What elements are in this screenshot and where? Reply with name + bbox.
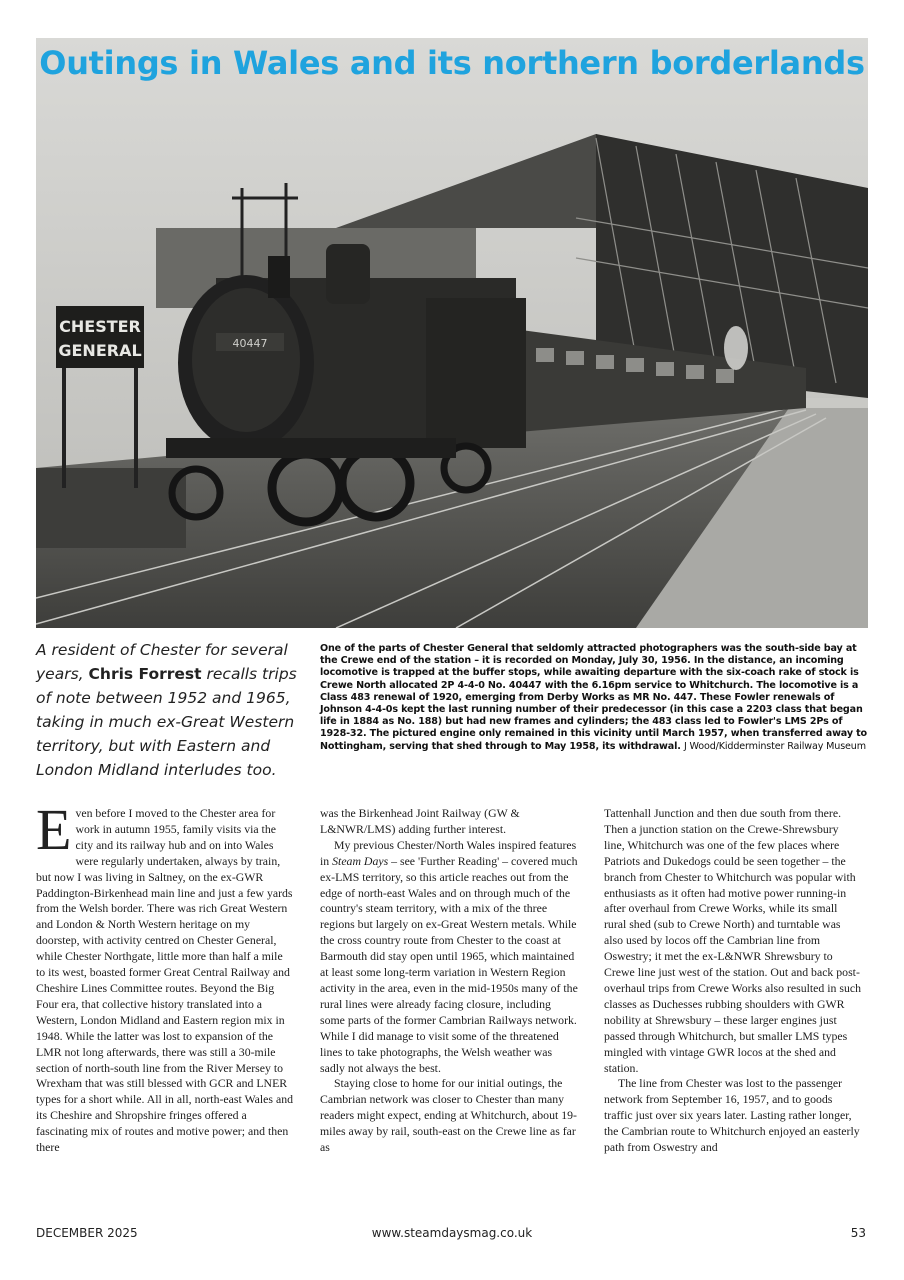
body-paragraph: was the Birkenhead Joint Railway (GW & L&NWR/LMS) adding further interest. <box>320 806 520 836</box>
page-number: 53 <box>850 1226 866 1240</box>
standfirst-rest: recalls trips of note between 1952 and 1965, taking in much ex-Great Western territory, but with Eastern and London Midland interludes too. <box>36 665 297 779</box>
issue-date: DECEMBER 2025 <box>36 1226 138 1240</box>
website-url: www.steamdaysmag.co.uk <box>371 1226 533 1240</box>
locomotive-photo <box>36 38 868 628</box>
caption-text: One of the parts of Chester General that seldomly attracted photographers was the south-side bay at the Crewe end of the station – it is recorded on Monday, July 30, 1956. In the distance, an incoming locomotive is trapped at the buffer stops, while awaiting departure with the six-coach rake of stock is Crewe North allocated 2P 4-4-0 No. 40447 with the 6.16pm service to Whitchurch. The locomotive is a Class 483 renewal of 1920, emerging from Derby Works as MR No. 447. These Fowler renewals of Johnson 4-4-0s kept the last running number of their predecessor (in this case a 2203 class that began life in 1884 as No. 188) but had new frames and cylinders; the 483 class led to Fowler's LMS 2Ps of 1928-32. The pictured engine only remained in this vicinity until March 1957, when transferred away to Nottingham, serving that shed through to May 1958, its withdrawal. <box>320 643 867 752</box>
station-sign-line1: CHESTER <box>59 317 141 336</box>
body-paragraph <box>320 838 578 1077</box>
hero-photograph <box>36 38 868 628</box>
magazine-name: Steam Days <box>332 853 389 868</box>
body-column-1 <box>36 797 294 1156</box>
body-paragraph: ven before I moved to the Chester area for work in autumn 1955, family visits via the city and its railway hub and on into Wales were regularly undertaken, always by train, but now I was living in Saltney, on the ex-GWR Paddington-Birkenhead main line and just a few yards from the Welsh border. There was rich Great Western and London & North Western heritage on my doorstep, with activity centred on Chester General, while Chester Northgate, little more than half a mile to its west, boasted former Great Central Railway and Cheshire Lines Committee routes. Beyond the Big Four era, that collective history translated into a Western, London Midland and Eastern region mix in 1948. While the latter was lost to expansion of the LMR not long afterwards, there was still a 30-mile section of north-south line from the River Mersey to Wrexham that was still blessed with GCR and LNER types for a short while. All in all, north-east Wales and its Cheshire and Shropshire fringes offered a fascinating mix of routes and motive power; and then there <box>36 806 293 1155</box>
body-paragraph: Staying close to home for our initial outings, the Cambrian network was closer to Chester than many readers might expect, ending at Whitchurch, about 19-miles away by rail, south-east on the Crewe line as far as <box>320 1076 577 1155</box>
smokebox-number: 40447 <box>232 337 268 350</box>
station-sign-line2: GENERAL <box>58 341 142 360</box>
body-column-3 <box>604 806 862 1156</box>
drop-cap: E <box>36 797 72 862</box>
article-title: Outings in Wales and its northern borderlands <box>39 44 865 82</box>
standfirst <box>36 638 308 782</box>
body-text: – see 'Further Reading' – covered much ex-LMS territory, so this article reaches out from the edge of north-east Wales and on through much of the country's steam territory, with a mix of the three regions but largely on ex-Great Western metals. While the cross country route from Chester to the coast at Barmouth did stay open until 1965, which maintained at least some long-term variation in Western Region activity in the area, even in the mid-1950s many of the rural lines were already facing closure, including some parts of the former Cambrian Railways network. While I did manage to visit some of the threatened lines to take photographs, the Welsh weather was sadly not always the best. <box>320 853 578 1075</box>
body-column-2 <box>320 806 578 1156</box>
author-name: Chris Forrest <box>88 665 202 683</box>
body-text: My previous Chester/North Wales inspired features in <box>320 837 577 868</box>
body-paragraph: Tattenhall Junction and then due south from there. Then a junction station on the Crewe-Shrewsbury line, Whitchurch was one of the few places where Patriots and Dukedogs could be seen together – the branch from Chester to Whitchurch was popular with enthusiasts as it often had motive power running-in after overhaul from Crewe Works, while its small rural shed (sub to Crewe North) and turntable was also used by locos off the Cambrian line from Oswestry; it met the ex-L&NWR Shrewsbury to Crewe line just west of the station. Out and back post-overhaul trips from Crewe Works also resulted in such classes as Duchesses rubbing shoulders with GWR nobility at Shrewsbury – these larger engines just passed through Whitchurch, but smaller LMS types mingled with vintage GWR locos at the shed and station. <box>604 806 861 1075</box>
body-paragraph: The line from Chester was lost to the passenger network from September 16, 1957, and to goods traffic just over six years later. Lasting rather longer, the Cambrian route to Whitchurch enjoyed an easterly path from Oswestry and <box>604 1076 860 1155</box>
photo-credit: J Wood/Kidderminster Railway Museum <box>683 740 866 752</box>
standfirst-lead: A resident of Chester for several years, <box>36 641 288 683</box>
photo-caption <box>320 643 868 753</box>
